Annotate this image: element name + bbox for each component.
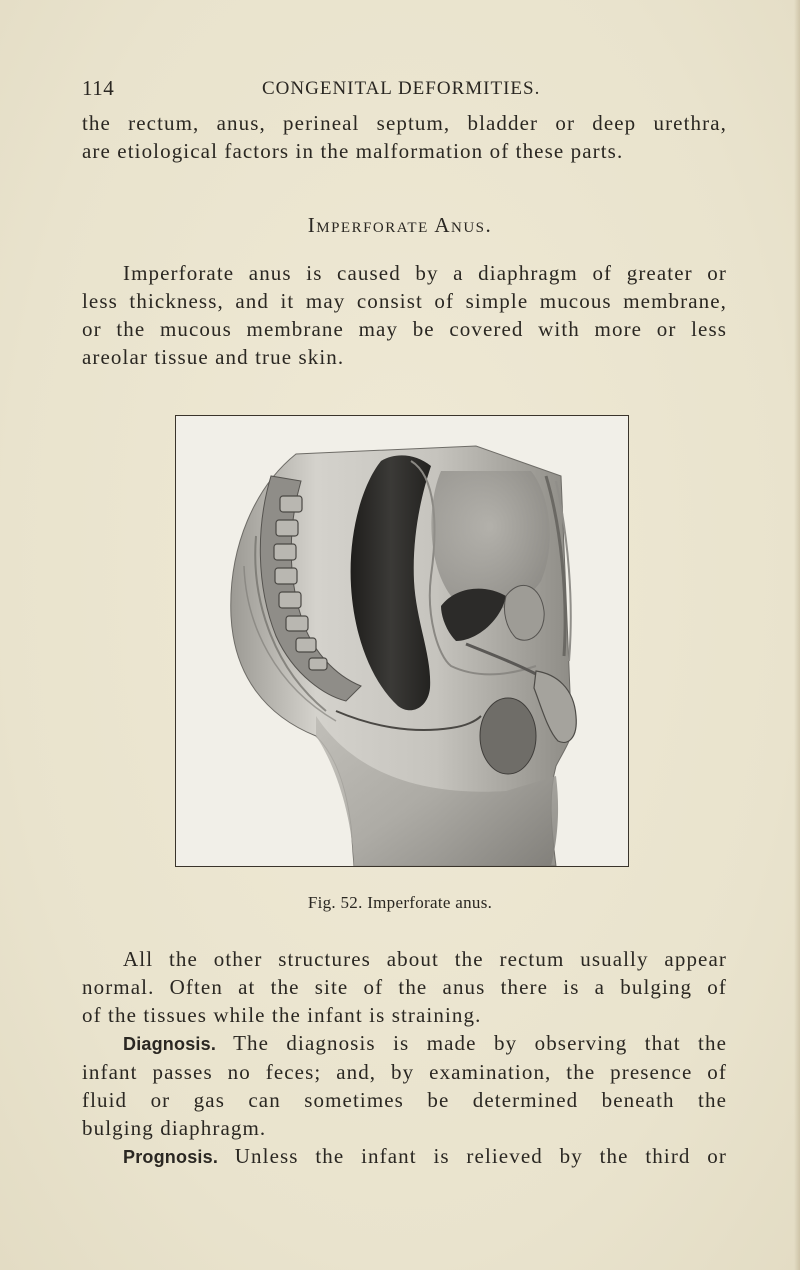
diagnosis-line [82,1029,727,1058]
prognosis-line [82,1142,727,1171]
text-line: or the mucous membrane may be covered with more or less [82,317,727,341]
vertebra-shape [296,638,316,652]
anatomical-illustration [175,415,629,867]
intro-paragraph [82,109,727,165]
prognosis-label: Prognosis. [123,1147,219,1167]
vertebra-shape [275,568,297,584]
vertebra-shape [309,658,327,670]
figure-caption: Fig. 52. Imperforate anus. [307,893,493,912]
diagnosis-label: Diagnosis. [123,1034,217,1054]
text-line: normal. Often at the site of the anus there is a bulging of [82,975,727,999]
text-line: less thickness, and it may consist of simple mucous membrane, [82,289,727,313]
vertebra-shape [274,544,296,560]
body-paragraph [82,945,727,1171]
page-number: 114 [82,76,115,100]
vertebra-shape [286,616,308,631]
text-line: are etiological factors in the malformation of these parts. [82,139,624,163]
text-span: The diagnosis is made by observing that the [216,1031,727,1055]
page-edge-shadow [794,0,800,1270]
text-line: bulging diaphragm. [82,1116,267,1140]
running-head [82,76,722,106]
definition-paragraph [82,259,727,371]
vertebra-shape [280,496,302,512]
text-line: areolar tissue and true skin. [82,345,345,369]
text-line: infant passes no feces; and, by examination, the presence of [82,1060,727,1084]
section-heading: Imperforate Anus. [307,213,493,237]
running-head-title: CONGENITAL DEFORMITIES. [262,78,541,99]
text-line: fluid or gas can sometimes be determined beneath the [82,1088,727,1112]
vertebra-shape [279,592,301,608]
text-span: Unless the infant is relieved by the third or [218,1144,727,1168]
text-line: of the tissues while the infant is straining. [82,1003,482,1027]
scrotum-shape [480,698,536,774]
vertebra-shape [276,520,298,536]
text-line: Imperforate anus is caused by a diaphragm of greater or [123,261,727,285]
text-line: All the other structures about the rectum usually appear [123,947,727,971]
text-line: the rectum, anus, perineal septum, bladder or deep urethra, [82,111,727,135]
